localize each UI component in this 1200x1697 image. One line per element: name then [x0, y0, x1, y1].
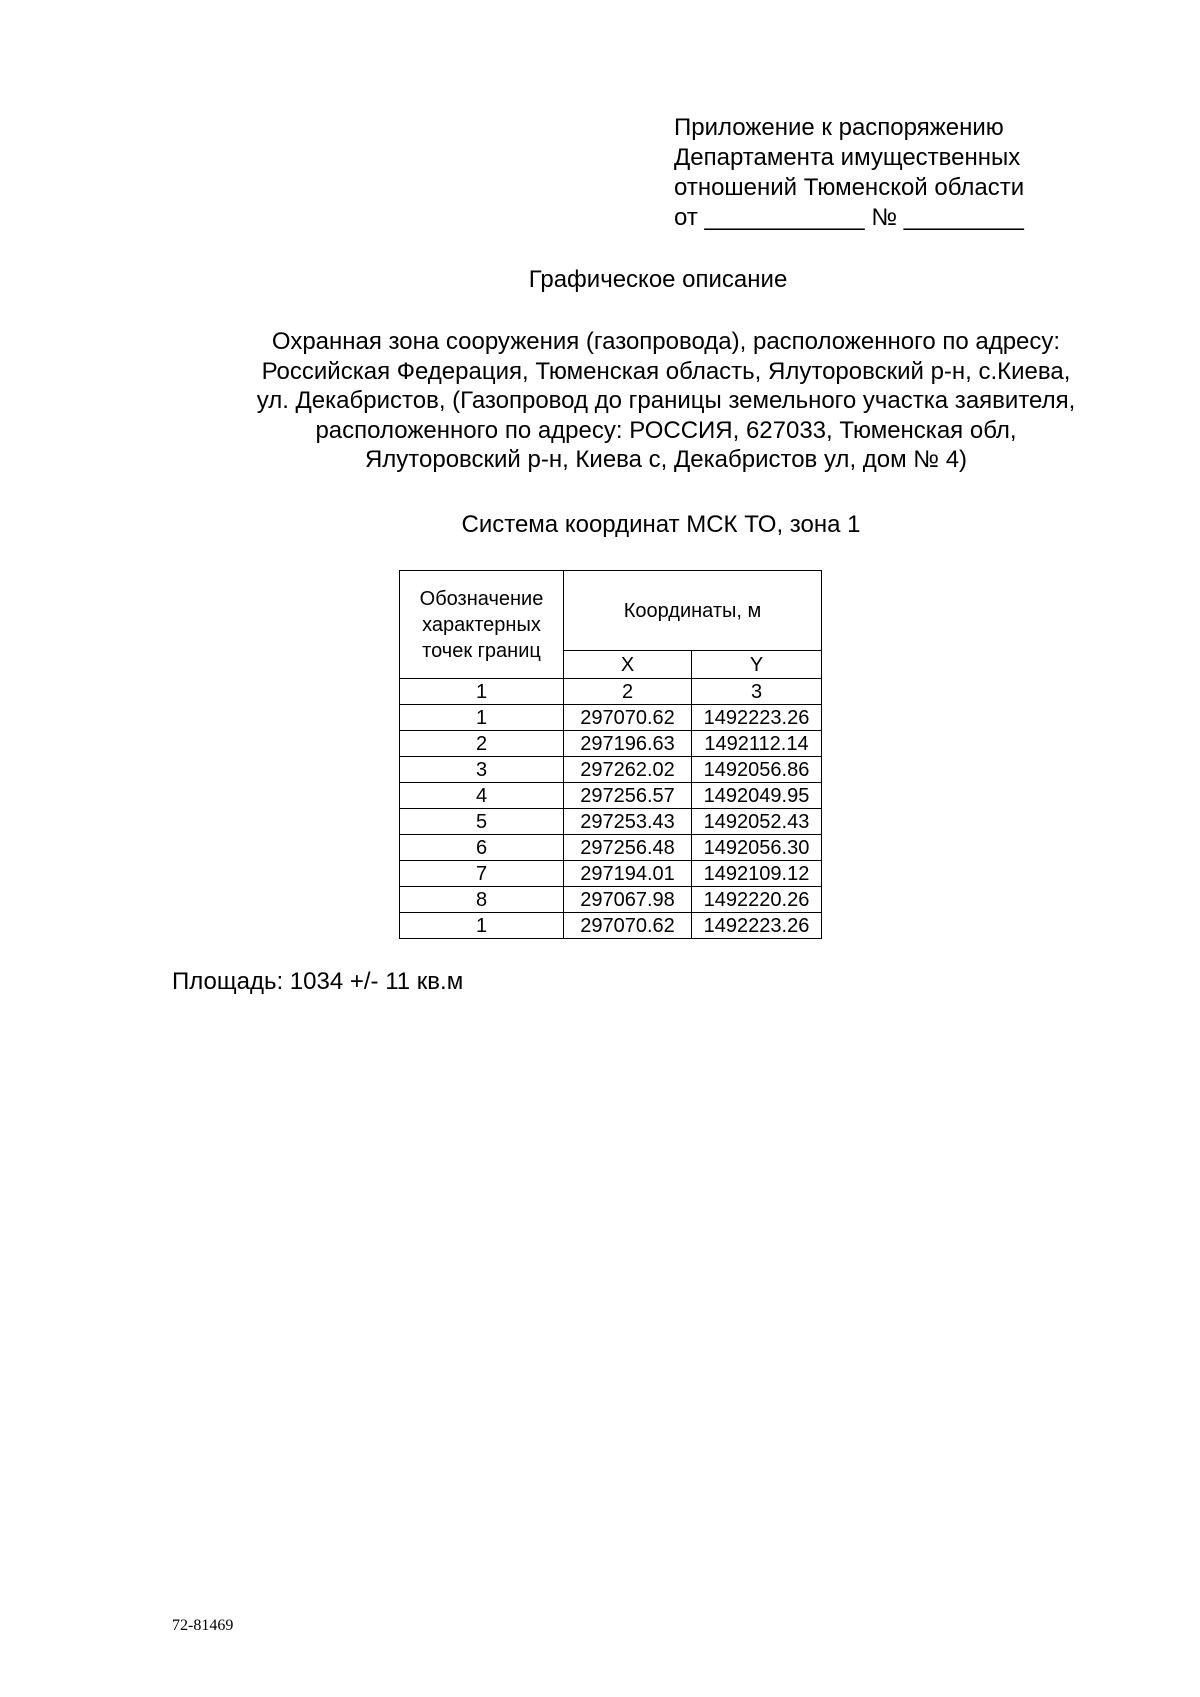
- object-description-line: Российская Федерация, Тюменская область, Ялуторовский р-н, с.Киева,: [261, 357, 1071, 385]
- coordinate-system: Система координат МСК ТО, зона 1: [461, 511, 861, 538]
- cell-y: 1492223.26: [692, 705, 822, 731]
- cell-point: 4: [400, 783, 564, 809]
- table-row: [400, 705, 822, 731]
- document-title: Графическое описание: [528, 266, 788, 293]
- cell-x: 297253.43: [564, 809, 692, 835]
- column-number: 1: [400, 679, 564, 705]
- appendix-line: Приложение к распоряжению: [674, 114, 1004, 141]
- cell-y: 1492223.26: [692, 913, 822, 939]
- area-text: Площадь: 1034 +/- 11 кв.м: [172, 968, 464, 995]
- table-row: [400, 809, 822, 835]
- header-point-designation: Обозначение характерных точек границ: [400, 571, 564, 679]
- header-x: X: [564, 651, 692, 679]
- object-description-line: ул. Декабристов, (Газопровод до границы земельного участка заявителя,: [256, 387, 1076, 414]
- cell-y: 1492056.86: [692, 757, 822, 783]
- table-header-row: [400, 571, 822, 651]
- appendix-line: Департамента имущественных: [674, 144, 1021, 171]
- column-number: 2: [564, 679, 692, 705]
- cell-x: 297262.02: [564, 757, 692, 783]
- cell-y: 1492052.43: [692, 809, 822, 835]
- object-description: [0, 327, 1200, 475]
- appendix-line: от ____________ № _________: [674, 204, 1024, 231]
- cell-point: 6: [400, 835, 564, 861]
- cell-x: 297256.57: [564, 783, 692, 809]
- cell-x: 297070.62: [564, 705, 692, 731]
- table-row: [400, 861, 822, 887]
- table-row: [400, 913, 822, 939]
- cell-point: 5: [400, 809, 564, 835]
- coordinates-table: [399, 570, 822, 939]
- object-description-line: Ялуторовский р-н, Киева с, Декабристов ул, дом № 4): [364, 446, 968, 473]
- table-row: [400, 887, 822, 913]
- cell-y: 1492220.26: [692, 887, 822, 913]
- column-number-row: [400, 679, 822, 705]
- header-y: Y: [692, 651, 822, 679]
- cell-x: 297070.62: [564, 913, 692, 939]
- table-row: [400, 731, 822, 757]
- object-description-line: Охранная зона сооружения (газопровода), расположенного по адресу:: [271, 328, 1061, 355]
- cell-point: 1: [400, 705, 564, 731]
- cell-y: 1492049.95: [692, 783, 822, 809]
- header-coordinates: Координаты, м: [564, 571, 822, 651]
- table-row: [400, 757, 822, 783]
- cell-point: 8: [400, 887, 564, 913]
- cell-y: 1492056.30: [692, 835, 822, 861]
- table-row: [400, 835, 822, 861]
- cell-point: 3: [400, 757, 564, 783]
- cell-x: 297196.63: [564, 731, 692, 757]
- cell-x: 297256.48: [564, 835, 692, 861]
- cell-x: 297194.01: [564, 861, 692, 887]
- appendix-line: отношений Тюменской области: [674, 174, 1025, 201]
- cell-y: 1492109.12: [692, 861, 822, 887]
- table-row: [400, 783, 822, 809]
- cell-x: 297067.98: [564, 887, 692, 913]
- cell-y: 1492112.14: [692, 731, 822, 757]
- footer-code: 72-81469: [172, 1617, 234, 1634]
- appendix-block: [674, 113, 1024, 233]
- object-description-line: расположенного по адресу: РОССИЯ, 627033, Тюменская обл,: [315, 416, 1017, 444]
- cell-point: 1: [400, 913, 564, 939]
- cell-point: 2: [400, 731, 564, 757]
- cell-point: 7: [400, 861, 564, 887]
- column-number: 3: [692, 679, 822, 705]
